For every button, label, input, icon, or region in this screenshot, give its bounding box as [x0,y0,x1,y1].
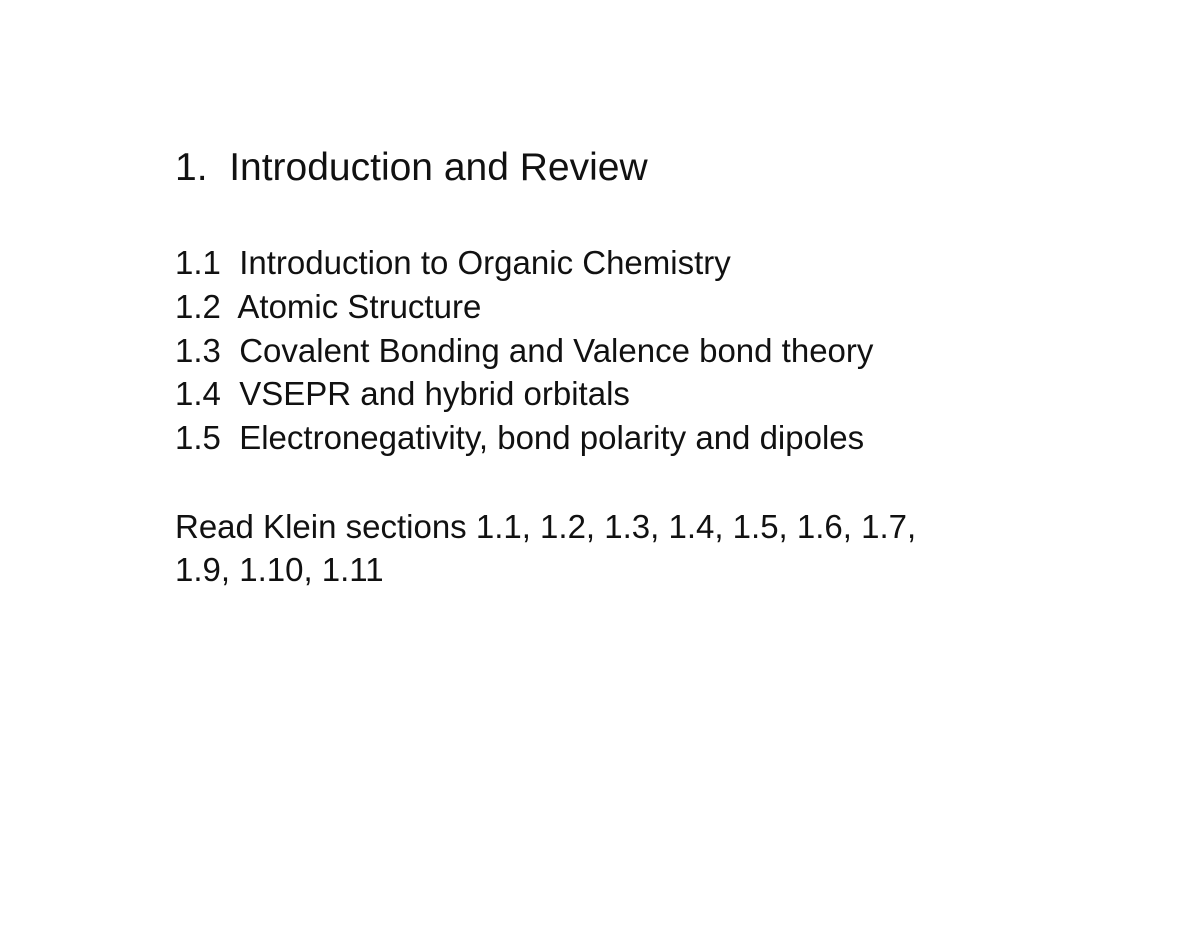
slide-content [175,145,1075,588]
section-item: 1.3 Covalent Bonding and Valence bond theory [175,331,874,369]
section-item: 1.4 VSEPR and hybrid orbitals [175,375,630,413]
reading-line-1: Read Klein sections 1.1, 1.2, 1.3, 1.4, 1.5, 1.6, 1.7, [175,508,917,545]
section-item: 1.1 Introduction to Organic Chemistry [175,244,731,281]
section-list [175,241,873,460]
section-item: 1.2 Atomic Structure [175,287,482,325]
section-item: 1.5 Electronegativity, bond polarity and dipoles [175,419,865,457]
reading-line-2: 1.9, 1.10, 1.11 [175,551,384,588]
slide-title: 1. Introduction and Review [175,146,648,189]
reading-assignment [175,505,916,591]
